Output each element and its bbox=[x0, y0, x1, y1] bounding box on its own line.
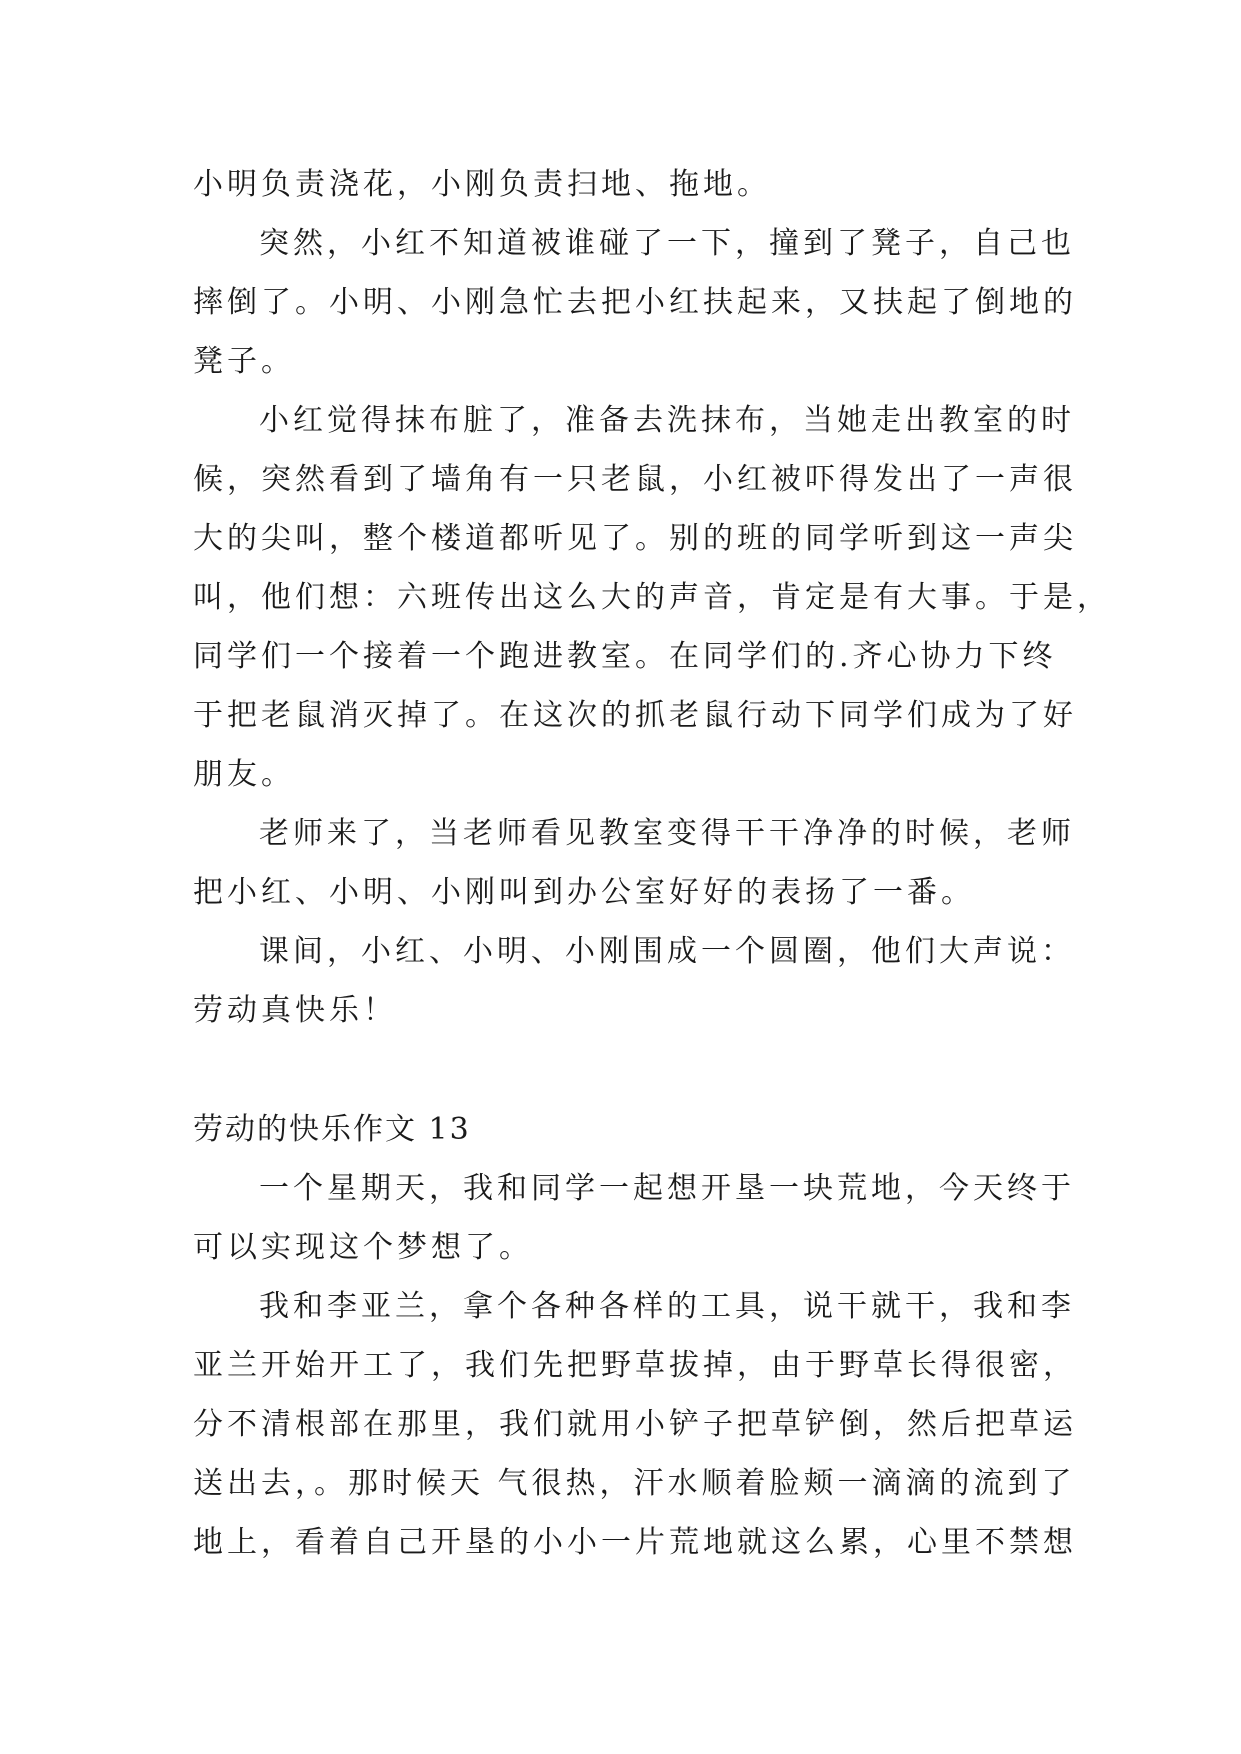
text-line: 小明负责浇花，小刚负责扫地、拖地。 bbox=[193, 167, 771, 202]
text-line: 课间，小红、小明、小刚围成一个圆圈，他们大声说： bbox=[259, 934, 1075, 969]
section-title: 劳动的快乐作文 13 bbox=[193, 1112, 471, 1147]
text-line: 于把老鼠消灭掉了。在这次的抓老鼠行动下同学们成为了好 bbox=[193, 698, 1077, 733]
text-line: 送出去，。那时候天 气很热，汗水顺着脸颊一滴滴的流到了 bbox=[193, 1466, 1076, 1501]
text-line: 大的尖叫，整个楼道都听见了。别的班的同学听到这一声尖 bbox=[193, 521, 1077, 556]
text-line: 凳子。 bbox=[193, 344, 295, 379]
text-line: 可以实现这个梦想了。 bbox=[193, 1230, 533, 1265]
text-line: 老师来了，当老师看见教室变得干干净净的时候，老师 bbox=[259, 816, 1075, 851]
text-line: 劳动真快乐！ bbox=[193, 993, 397, 1028]
text-line: 亚兰开始开工了，我们先把野草拔掉，由于野草长得很密， bbox=[193, 1348, 1077, 1383]
text-line: 突然，小红不知道被谁碰了一下，撞到了凳子，自己也 bbox=[259, 226, 1075, 261]
text-line: 候，突然看到了墙角有一只老鼠，小红被吓得发出了一声很 bbox=[193, 462, 1077, 497]
text-line: 小红觉得抹布脏了，准备去洗抹布，当她走出教室的时 bbox=[259, 403, 1075, 438]
text-line: 一个星期天，我和同学一起想开垦一块荒地，今天终于 bbox=[259, 1171, 1075, 1206]
text-line: 同学们一个接着一个跑进教室。在同学们的.齐心协力下终 bbox=[193, 639, 1057, 674]
section-gap bbox=[193, 1040, 1073, 1100]
text-line: 摔倒了。小明、小刚急忙去把小红扶起来，又扶起了倒地的 bbox=[193, 285, 1077, 320]
text-line: 朋友。 bbox=[193, 757, 295, 792]
text-line: 把小红、小明、小刚叫到办公室好好的表扬了一番。 bbox=[193, 875, 975, 910]
text-line: 我和李亚兰，拿个各种各样的工具，说干就干，我和李 bbox=[259, 1289, 1075, 1324]
document-body bbox=[193, 155, 1111, 1572]
text-line: 叫，他们想：六班传出这么大的声音，肯定是有大事。于是， bbox=[193, 580, 1111, 615]
text-line: 分不清根部在那里，我们就用小铲子把草铲倒，然后把草运 bbox=[193, 1407, 1077, 1442]
text-line: 地上，看着自己开垦的小小一片荒地就这么累，心里不禁想 bbox=[193, 1525, 1077, 1560]
